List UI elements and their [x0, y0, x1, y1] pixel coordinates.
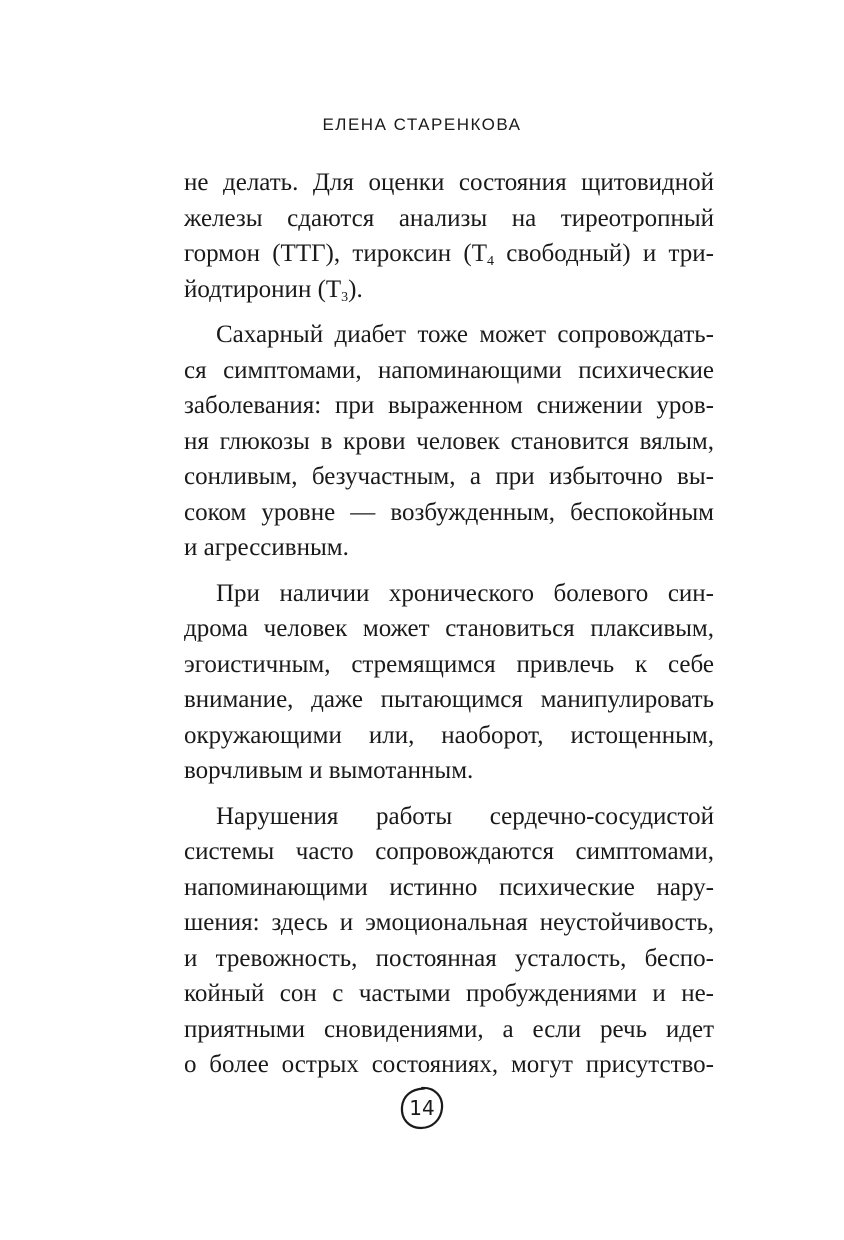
text-line: ня глюкозы в крови человек становится вялым,: [184, 427, 714, 455]
text-fragment: ).: [348, 275, 363, 303]
text-line: окружающими или, наоборот, истощенным,: [184, 721, 714, 749]
text-line: соком уровне — возбужденным, беспокойным: [184, 498, 714, 526]
text-line: и агрессивным.: [184, 534, 349, 561]
page-number-badge: [398, 1085, 446, 1131]
text-line: ворчливым и вымотанным.: [184, 757, 474, 784]
text-line: не делать. Для оценки состояния щитовидной: [184, 169, 714, 196]
paragraph-3: [184, 576, 714, 789]
text-line: Сахарный диабет тоже может сопровождать-: [216, 321, 714, 348]
subscript: 4: [486, 254, 494, 269]
text-line: внимание, даже пытающимся манипулировать: [184, 686, 714, 713]
text-line: системы часто сопровождаются симптомами,: [184, 838, 714, 865]
text-line: [184, 272, 714, 308]
text-line: о более острых состояниях, могут присутство-: [184, 1051, 714, 1078]
text-line: напоминающими истинно психические нару-: [184, 873, 714, 901]
text-line: приятными сновидениями, а если речь идет: [184, 1015, 714, 1043]
text-line: Нарушения работы сердечно-сосудистой: [216, 802, 714, 830]
text-fragment: йодтиронин (Т: [184, 275, 342, 303]
text-line: шения: здесь и эмоциональная неустойчивость,: [184, 909, 714, 936]
text-line: эгоистичным, стремящимся привлечь к себе: [184, 650, 714, 678]
text-line: койный сон с частыми пробуждениями и не-: [184, 980, 714, 1007]
text-fragment: гормон (ТТГ), тироксин (Т: [184, 240, 487, 267]
paragraph-2: [184, 317, 714, 566]
page-number: 14: [409, 1096, 435, 1120]
text-line: ся симптомами, напоминающими психические: [184, 356, 714, 384]
text-line: сонливым, безучастным, а при избыточно вы-: [184, 463, 714, 490]
running-header: ЕЛЕНА СТАРЕНКОВА: [322, 115, 522, 134]
text-line: и тревожность, постоянная усталость, беспо-: [184, 944, 714, 972]
paragraph-4: [184, 799, 714, 1083]
paragraph-1: [184, 165, 714, 307]
text-line: [184, 236, 714, 272]
body-text: [184, 165, 714, 1093]
subscript: 3: [341, 289, 349, 305]
text-line: При наличии хронического болевого син-: [216, 579, 714, 607]
text-line: железы сдаются анализы на тиреотропный: [184, 204, 714, 232]
text-fragment: свободный) и три-: [493, 240, 714, 267]
text-line: дрома человек может становиться плаксивым,: [184, 615, 714, 642]
text-line: заболевания: при выраженном снижении уров-: [184, 392, 714, 419]
